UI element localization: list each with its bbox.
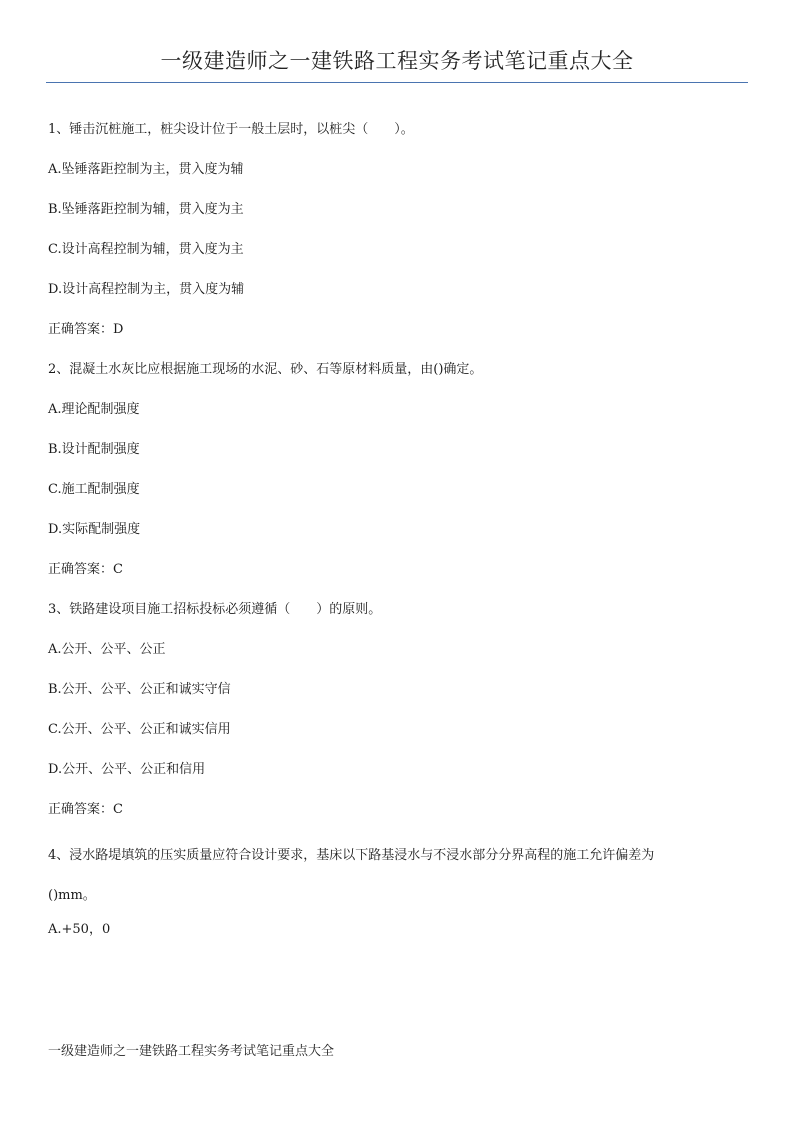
question-text: 3、铁路建设项目施工招标投标必须遵循（ ）的原则。 bbox=[48, 602, 382, 617]
question-block-2 bbox=[48, 356, 748, 584]
option-d: D.设计高程控制为主，贯入度为辅 bbox=[48, 282, 245, 297]
page-header bbox=[46, 46, 748, 83]
answer-label: 正确答案： bbox=[48, 802, 114, 817]
answer-label: 正确答案： bbox=[48, 562, 114, 577]
option-c: C.设计高程控制为辅，贯入度为主 bbox=[48, 242, 244, 257]
page-title: 一级建造师之一建铁路工程实务考试笔记重点大全 bbox=[160, 49, 634, 73]
question-list bbox=[48, 116, 748, 956]
option-d: D.实际配制强度 bbox=[48, 522, 141, 537]
question-text-line-2: ()mm。 bbox=[48, 888, 96, 903]
page-footer: 一级建造师之一建铁路工程实务考试笔记重点大全 bbox=[48, 1044, 335, 1059]
answer-value: C bbox=[113, 562, 123, 577]
option-c: C.公开、公平、公正和诚实信用 bbox=[48, 722, 231, 737]
option-a: A.公开、公平、公正 bbox=[48, 642, 166, 657]
answer-label: 正确答案： bbox=[48, 322, 114, 337]
question-text-line-1: 4、浸水路堤填筑的压实质量应符合设计要求，基床以下路基浸水与不浸水部分分界高程的施工允许偏差为 bbox=[48, 848, 655, 863]
question-block-4 bbox=[48, 836, 748, 944]
option-a: A.+50，0 bbox=[48, 922, 111, 937]
correct-answer bbox=[48, 316, 748, 344]
question-block-3 bbox=[48, 596, 748, 824]
correct-answer bbox=[48, 556, 748, 584]
question-text: 1、锤击沉桩施工，桩尖设计位于一般土层时，以桩尖（ ）。 bbox=[48, 122, 414, 137]
option-a: A.理论配制强度 bbox=[48, 402, 140, 417]
option-b: B.公开、公平、公正和诚实守信 bbox=[48, 682, 231, 697]
question-block-1 bbox=[48, 116, 748, 344]
option-b: B.坠锤落距控制为辅，贯入度为主 bbox=[48, 202, 244, 217]
question-text: 2、混凝土水灰比应根据施工现场的水泥、砂、石等原材料质量，由()确定。 bbox=[48, 362, 483, 377]
option-b: B.设计配制强度 bbox=[48, 442, 140, 457]
option-a: A.坠锤落距控制为主，贯入度为辅 bbox=[48, 162, 244, 177]
answer-value: D bbox=[113, 322, 124, 337]
answer-value: C bbox=[113, 802, 123, 817]
option-d: D.公开、公平、公正和信用 bbox=[48, 762, 206, 777]
option-c: C.施工配制强度 bbox=[48, 482, 140, 497]
correct-answer bbox=[48, 796, 748, 824]
